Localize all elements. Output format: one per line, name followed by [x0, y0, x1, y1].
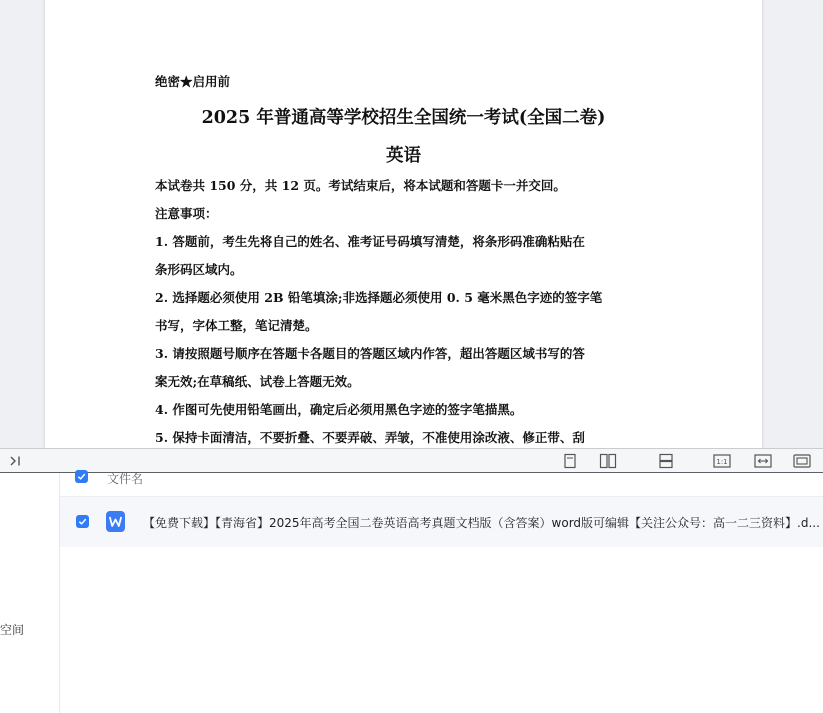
document-page	[45, 0, 762, 448]
checkmark-icon	[77, 472, 86, 481]
file-row[interactable]	[60, 497, 823, 547]
continuous-scroll-icon	[658, 453, 674, 469]
actual-size-icon	[713, 454, 731, 468]
checkmark-icon	[78, 517, 87, 526]
expand-panel-icon	[8, 454, 22, 468]
single-page-button[interactable]	[561, 453, 579, 469]
actual-size-label: 1:1	[716, 458, 728, 466]
doc-line: 书写，字体工整，笔记清楚。	[155, 318, 318, 333]
doc-line: 4. 作图可先使用铅笔画出，确定后必须用黑色字迹的签字笔描黑。	[155, 402, 523, 417]
doc-line: 1. 答题前，考生先将自己的姓名、准考证号码填写清楚，将条形码准确粘贴在	[155, 234, 585, 249]
file-list-header	[60, 473, 823, 497]
doc-title: 2025 年普通高等学校招生全国统一考试(全国二卷)	[201, 108, 606, 128]
expand-panel-button[interactable]	[6, 453, 24, 469]
file-row-checkbox[interactable]	[76, 515, 89, 528]
doc-line: 注意事项：	[155, 206, 218, 221]
fit-width-button[interactable]	[754, 453, 772, 469]
file-name[interactable]: 【免费下载】【青海省】2025年高考全国二卷英语高考真题文档版（含答案）word版可编辑【关注公众号：高一二三资料】.d...	[143, 516, 820, 530]
doc-secret-label: 绝密★启用前	[155, 74, 231, 89]
sidebar	[0, 473, 60, 713]
continuous-scroll-button[interactable]	[657, 453, 675, 469]
column-header-filename[interactable]: 文件名	[107, 472, 144, 486]
fit-page-button[interactable]	[793, 453, 811, 469]
doc-line: 5. 保持卡面清洁，不要折叠、不要弄破、弄皱，不准使用涂改液、修正带、刮	[155, 430, 585, 445]
fit-page-icon	[793, 454, 811, 468]
word-file-icon	[106, 511, 125, 532]
doc-line: 条形码区域内。	[155, 262, 243, 277]
doc-subject: 英语	[386, 146, 421, 166]
select-all-checkbox[interactable]	[75, 470, 88, 483]
doc-line: 案无效;在草稿纸、试卷上答题无效。	[155, 374, 360, 389]
doc-line: 本试卷共 150 分，共 12 页。考试结束后，将本试题和答题卡一并交回。	[155, 178, 566, 193]
file-list	[60, 473, 823, 713]
doc-line: 3. 请按照题号顺序在答题卡各题目的答题区域内作答，超出答题区域书写的答	[155, 346, 585, 361]
double-page-icon	[599, 453, 617, 469]
single-page-icon	[563, 453, 577, 469]
double-page-button[interactable]	[599, 453, 617, 469]
doc-line: 2. 选择题必须使用 2B 铅笔填涂;非选择题必须使用 0. 5 毫米黑色字迹的签字笔	[155, 290, 603, 305]
fit-width-icon	[754, 454, 772, 468]
actual-size-button[interactable]	[713, 453, 731, 469]
sidebar-item-space-label[interactable]: 空间	[0, 623, 25, 637]
